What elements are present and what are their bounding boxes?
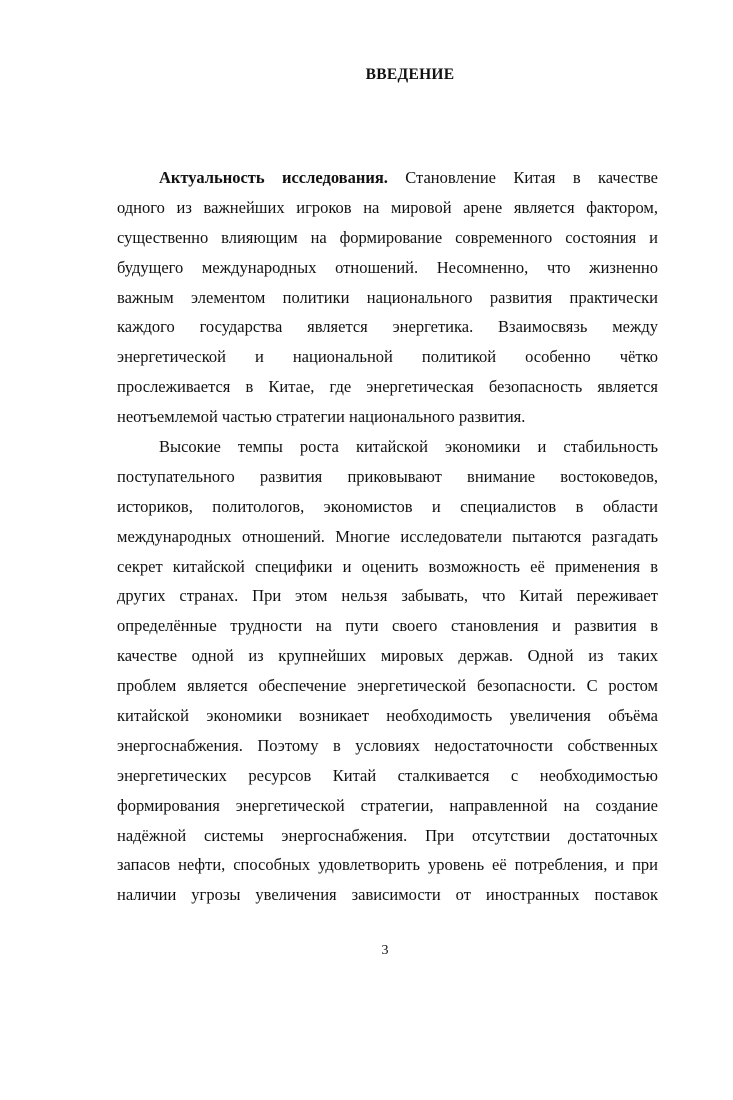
text-line-content: Становление Китая в качестве bbox=[387, 168, 658, 187]
text-line: энергетических ресурсов Китай сталкивается с необходимостью bbox=[117, 765, 658, 785]
text-line: секрет китайской специфики и оценить возможность её применения в bbox=[117, 556, 658, 576]
text-line: одного из важнейших игроков на мировой арене является фактором, bbox=[117, 197, 658, 217]
text-line: прослеживается в Китае, где энергетическая безопасность является bbox=[117, 377, 658, 397]
text-line: существенно влияющим на формирование современного состояния и bbox=[117, 227, 658, 247]
text-line: формирования энергетической стратегии, направленной на создание bbox=[117, 795, 658, 815]
text-line: каждого государства является энергетика. Взаимосвязь между bbox=[117, 317, 658, 337]
text-line: энергетической и национальной политикой особенно чётко bbox=[117, 347, 658, 367]
text-line: неотъемлемой частью стратегии национального развития. bbox=[117, 407, 526, 427]
text-line: поступательного развития приковывают внимание востоковедов, bbox=[117, 466, 658, 486]
text-line: запасов нефти, способных удовлетворить уровень её потребления, и при bbox=[117, 855, 658, 875]
text-line: определённые трудности на пути своего становления и развития в bbox=[117, 616, 658, 636]
text-line bbox=[117, 163, 658, 193]
text-line: будущего международных отношений. Несомненно, что жизненно bbox=[117, 257, 658, 277]
text-line: наличии угрозы увеличения зависимости от иностранных поставок bbox=[117, 885, 658, 905]
text-line: историков, политологов, экономистов и специалистов в области bbox=[117, 496, 658, 516]
text-line: надёжной системы энергоснабжения. При отсутствии достаточных bbox=[117, 825, 658, 845]
body-text bbox=[117, 163, 658, 910]
text-line: международных отношений. Многие исследователи пытаются разгадать bbox=[117, 526, 658, 546]
text-line: качестве одной из крупнейших мировых держав. Одной из таких bbox=[117, 646, 658, 666]
lead-bold-text: Актуальность исследования. bbox=[159, 168, 388, 187]
text-line: других странах. При этом нельзя забывать, что Китай переживает bbox=[117, 586, 658, 606]
text-line: китайской экономики возникает необходимость увеличения объёма bbox=[117, 706, 658, 726]
text-line: энергоснабжения. Поэтому в условиях недостаточности собственных bbox=[117, 735, 658, 755]
text-line: Высокие темпы роста китайской экономики и стабильность bbox=[159, 437, 658, 457]
page-number: 3 bbox=[381, 943, 389, 958]
text-line: проблем является обеспечение энергетической безопасности. С ростом bbox=[117, 676, 658, 696]
text-line: важным элементом политики национального развития практически bbox=[117, 287, 658, 307]
page-title: ВВЕДЕНИЕ bbox=[365, 66, 455, 83]
